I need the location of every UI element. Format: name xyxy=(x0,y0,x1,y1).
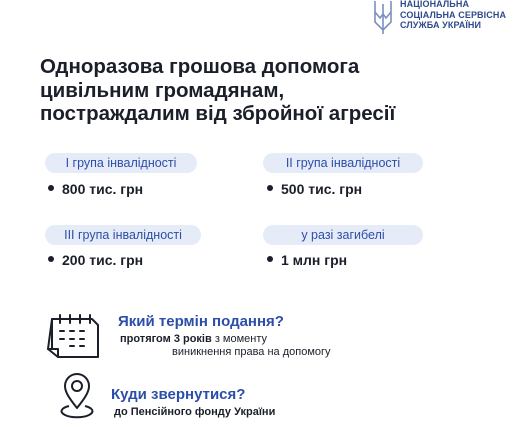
title-line3: постраждалим від збройної агресії xyxy=(40,102,396,125)
where-text: до Пенсійного фонду України xyxy=(114,406,276,418)
agency-name-line2: СОЦІАЛЬНА СЕРВІСНА xyxy=(400,9,507,20)
agency-name xyxy=(400,0,525,31)
agency-name-line3: СЛУЖБА УКРАЇНИ xyxy=(400,20,482,30)
amount-group-3 xyxy=(48,252,143,268)
map-pin-icon xyxy=(57,372,97,424)
deadline-from: з моменту xyxy=(211,333,268,345)
deadline-line1 xyxy=(120,333,360,346)
amount-value: 200 тис. грн xyxy=(62,252,144,268)
bullet-icon xyxy=(48,185,54,191)
category-badge-death: у разі загибелі xyxy=(263,225,423,245)
category-badge-group-1: І група інвалідності xyxy=(45,153,197,173)
agency-name-line1: НАЦІОНАЛЬНА xyxy=(400,0,470,9)
deadline-line2: виникнення права на допомогу xyxy=(172,346,331,358)
title-line1: Одноразова грошова допомога xyxy=(40,55,360,78)
amount-group-1 xyxy=(48,181,143,197)
bullet-icon xyxy=(267,185,273,191)
trident-emblem-icon xyxy=(371,0,395,34)
deadline-title: Який термін подання? xyxy=(118,313,284,330)
bullet-icon xyxy=(267,256,273,262)
amount-group-2 xyxy=(267,181,362,197)
category-badge-group-3: ІІІ група інвалідності xyxy=(45,225,201,245)
category-badge-group-2: ІІ група інвалідності xyxy=(263,153,423,173)
bullet-icon xyxy=(48,256,54,262)
amount-value: 500 тис. грн xyxy=(281,181,363,197)
deadline-period: протягом 3 років xyxy=(120,333,212,345)
page-title xyxy=(40,55,510,126)
calendar-icon xyxy=(46,313,104,361)
title-line2: цивільним громадянам, xyxy=(40,78,285,102)
amount-value: 1 млн грн xyxy=(281,252,348,268)
where-title: Куди звернутися? xyxy=(111,386,246,403)
agency-logo xyxy=(367,0,526,36)
deadline-text xyxy=(120,333,360,359)
amount-death xyxy=(267,252,347,268)
amount-value: 800 тис. грн xyxy=(62,181,144,197)
